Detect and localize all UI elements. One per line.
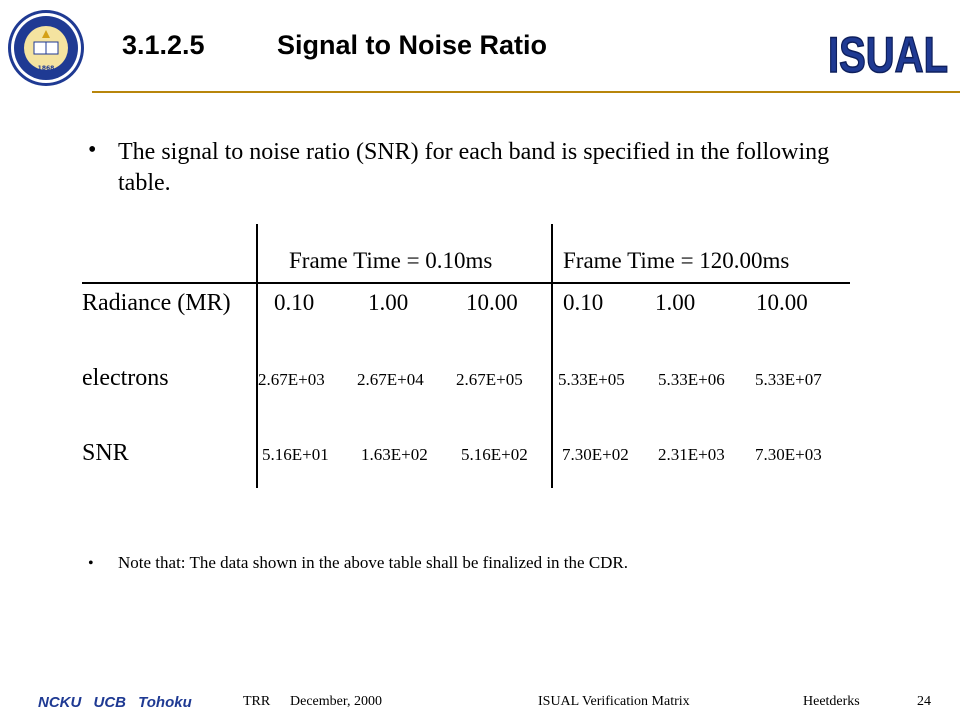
page-title — [122, 30, 547, 61]
table-cell: 2.67E+03 — [258, 370, 325, 389]
table-cell: 0.10 — [563, 290, 604, 315]
table-cell: 1.00 — [655, 290, 696, 315]
table-cell: 5.16E+02 — [461, 445, 528, 464]
table-vertical-line-middle — [551, 224, 553, 488]
table-cell: 0.10 — [274, 290, 315, 315]
table-cell: 5.16E+01 — [262, 445, 329, 464]
table-cell: 7.30E+03 — [755, 445, 822, 464]
bullet-marker: • — [88, 137, 97, 163]
table-cell: 10.00 — [466, 290, 518, 315]
svg-text:ISUAL: ISUAL — [828, 27, 948, 83]
university-seal-logo — [6, 8, 86, 88]
table-cell: 1.63E+02 — [361, 445, 428, 464]
bullet-text: The signal to noise ratio (SNR) for each band is specified in the following table. — [118, 139, 830, 196]
table-cell: 5.33E+07 — [755, 370, 822, 389]
footer-page-number: 24 — [917, 694, 931, 709]
section-number: 3.1.2.5 — [122, 30, 205, 60]
table-cell: 2.67E+05 — [456, 370, 523, 389]
footer-author: Heetderks — [803, 694, 860, 709]
table-cell: 7.30E+02 — [562, 445, 629, 464]
footer-date: December, 2000 — [290, 694, 382, 709]
table-row-label: Radiance (MR) — [82, 290, 231, 316]
table-cell: 1.00 — [368, 290, 409, 315]
footer-meeting: TRR — [243, 694, 271, 709]
header-divider — [92, 91, 960, 93]
svg-text:1868: 1868 — [37, 65, 55, 72]
isual-logo — [824, 22, 952, 84]
table-cell: 5.33E+05 — [558, 370, 625, 389]
table-vertical-line-left — [256, 224, 258, 488]
footer-institutions: NCKU UCB Tohoku — [38, 694, 192, 711]
table-cell: 5.33E+06 — [658, 370, 725, 389]
table-group-header: Frame Time = 0.10ms — [289, 248, 493, 273]
table-cell: 2.31E+03 — [658, 445, 725, 464]
table-row-label: electrons — [82, 365, 169, 391]
table-cell: 2.67E+04 — [357, 370, 424, 389]
note-bullet-marker: • — [88, 555, 94, 572]
section-title: Signal to Noise Ratio — [277, 30, 548, 60]
table-header-rule — [82, 282, 850, 284]
table-group-header: Frame Time = 120.00ms — [563, 248, 790, 273]
table-cell: 10.00 — [756, 290, 808, 315]
note-text: Note that: The data shown in the above table shall be finalized in the CDR. — [118, 553, 629, 572]
table-row-label: SNR — [82, 440, 129, 466]
footer-document: ISUAL Verification Matrix — [538, 694, 690, 709]
